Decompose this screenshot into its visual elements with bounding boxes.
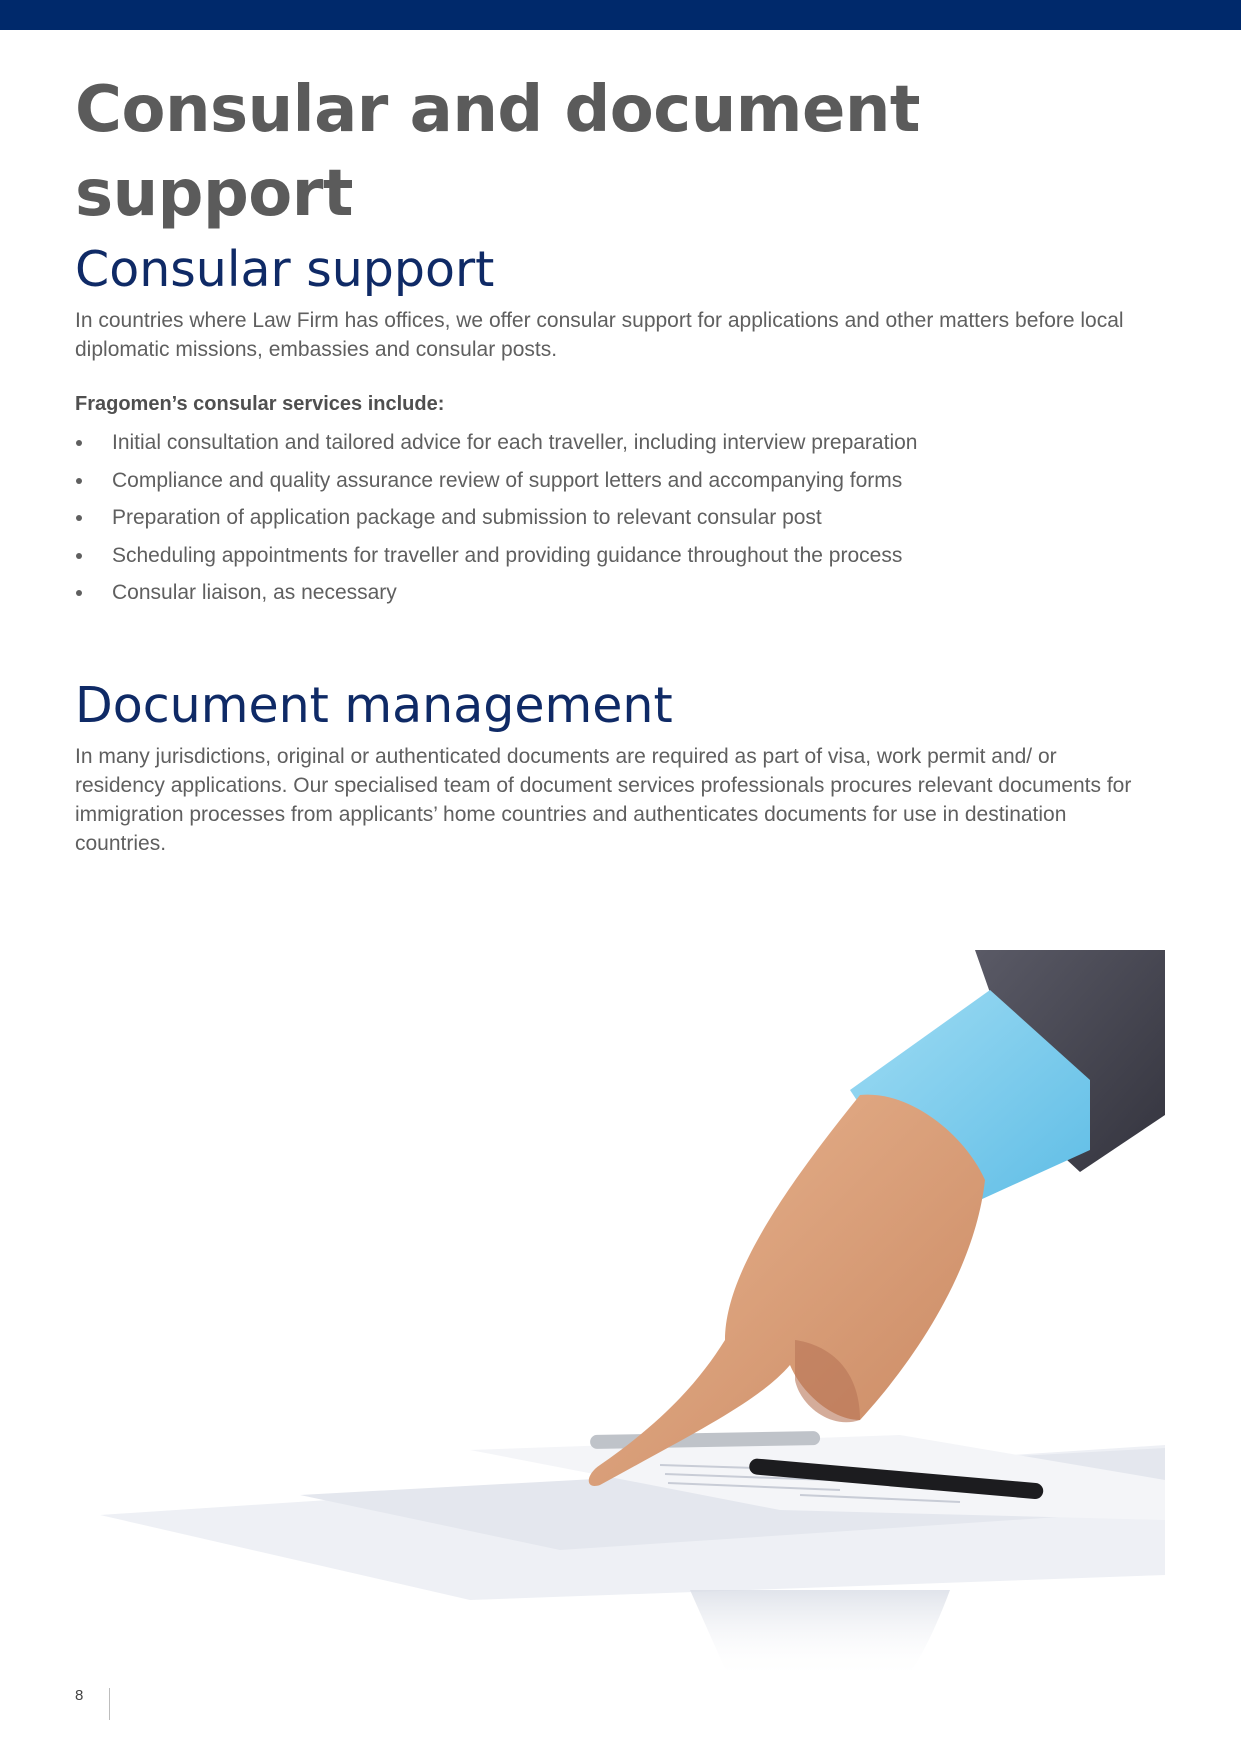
list-item bbox=[75, 462, 1175, 500]
consular-intro-paragraph: In countries where Law Firm has offices, we offer consular support for applications and other matters before local diplomatic missions, embassies and consular posts. bbox=[75, 309, 1124, 361]
list-item bbox=[75, 499, 1175, 537]
list-item bbox=[75, 537, 1175, 575]
main-content bbox=[75, 68, 1175, 858]
bullet-icon bbox=[76, 553, 82, 559]
pointing-hand bbox=[589, 1095, 985, 1486]
document-management-paragraph: In many jurisdictions, original or authenticated documents are required as part of visa, work permit and/ or residency applications. Our specialised team of document services professionals procures relevant documents for immigration processes from applicants’ home countries and authenticates documents for use in destination countries. bbox=[75, 744, 1132, 855]
list-item bbox=[75, 424, 1175, 462]
list-item-text: Initial consultation and tailored advice for each traveller, including interview preparation bbox=[112, 431, 918, 454]
page-title: Consular and document support bbox=[75, 73, 920, 231]
list-item-text: Scheduling appointments for traveller and providing guidance throughout the process bbox=[112, 543, 903, 567]
bullet-icon bbox=[76, 590, 82, 596]
list-item bbox=[75, 574, 1175, 612]
hand-reflection bbox=[690, 1590, 950, 1680]
list-item-text: Compliance and quality assurance review of support letters and accompanying forms bbox=[112, 468, 903, 492]
hand-pointing-at-document-photo bbox=[0, 950, 1241, 1680]
document-management-heading: Document management bbox=[75, 676, 673, 734]
bullet-icon bbox=[76, 440, 82, 446]
list-item-text: Preparation of application package and submission to relevant consular post bbox=[112, 506, 822, 529]
bullet-icon bbox=[76, 478, 82, 484]
services-list bbox=[75, 424, 1175, 612]
page-number: 8 bbox=[75, 1687, 84, 1704]
consular-support-heading: Consular support bbox=[75, 241, 495, 298]
bullet-icon bbox=[76, 515, 82, 521]
page-number-divider bbox=[109, 1688, 110, 1720]
top-brand-bar bbox=[0, 0, 1241, 30]
list-item-text: Consular liaison, as necessary bbox=[112, 581, 397, 604]
services-list-heading: Fragomen’s consular services include: bbox=[75, 393, 445, 415]
